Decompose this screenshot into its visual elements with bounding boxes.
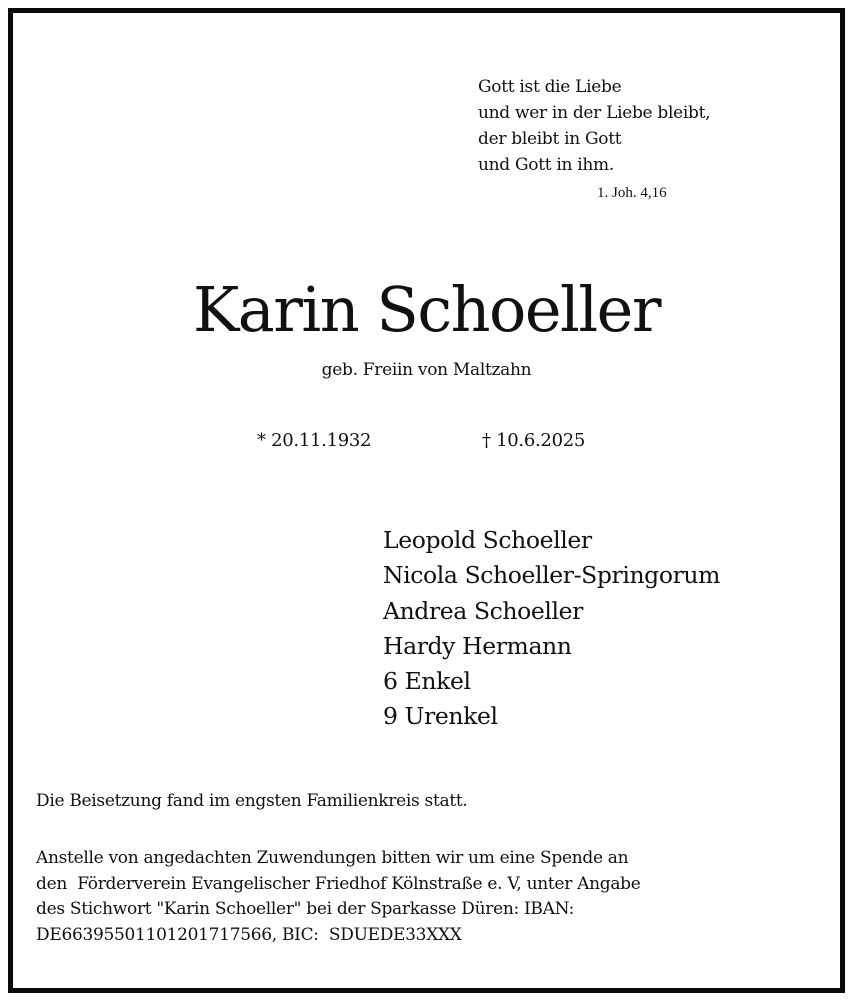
mourner-item: 9 Urenkel — [383, 702, 498, 731]
mourner-item: Leopold Schoeller — [383, 526, 592, 554]
birth-date: * 20.11.1932 — [257, 430, 372, 451]
bible-quote — [478, 74, 710, 178]
mourner-item: Hardy Hermann — [383, 631, 572, 660]
quote-line: und Gott in ihm. — [478, 155, 614, 175]
death-date: † 10.6.2025 — [482, 430, 586, 451]
quote-line: der bleibt in Gott — [478, 129, 622, 149]
funeral-notice: Die Beisetzung fand im engsten Familienkreis statt. — [36, 791, 468, 811]
quote-line: Gott ist die Liebe — [478, 77, 622, 97]
mourner-item: Nicola Schoeller-Springorum — [383, 561, 721, 590]
donation-notice — [36, 846, 641, 948]
deceased-name: Karin Schoeller — [192, 273, 661, 346]
mourner-item: 6 Enkel — [383, 667, 471, 696]
quote-line: und wer in der Liebe bleibt, — [478, 103, 711, 123]
mourner-item: Andrea Schoeller — [383, 596, 583, 625]
quote-reference: 1. Joh. 4,16 — [597, 185, 667, 201]
mourners-list — [383, 523, 720, 735]
donation-line: DE66395501101201717566, BIC: SDUEDE33XXX — [36, 924, 462, 945]
maiden-name: geb. Freiin von Maltzahn — [321, 360, 532, 380]
donation-line: den Förderverein Evangelischer Friedhof Kölnstraße e. V, unter Angabe — [36, 873, 641, 894]
donation-line: Anstelle von angedachten Zuwendungen bitten wir um eine Spende an — [36, 848, 629, 868]
donation-line: des Stichwort "Karin Schoeller" bei der Sparkasse Düren: IBAN: — [36, 899, 574, 919]
